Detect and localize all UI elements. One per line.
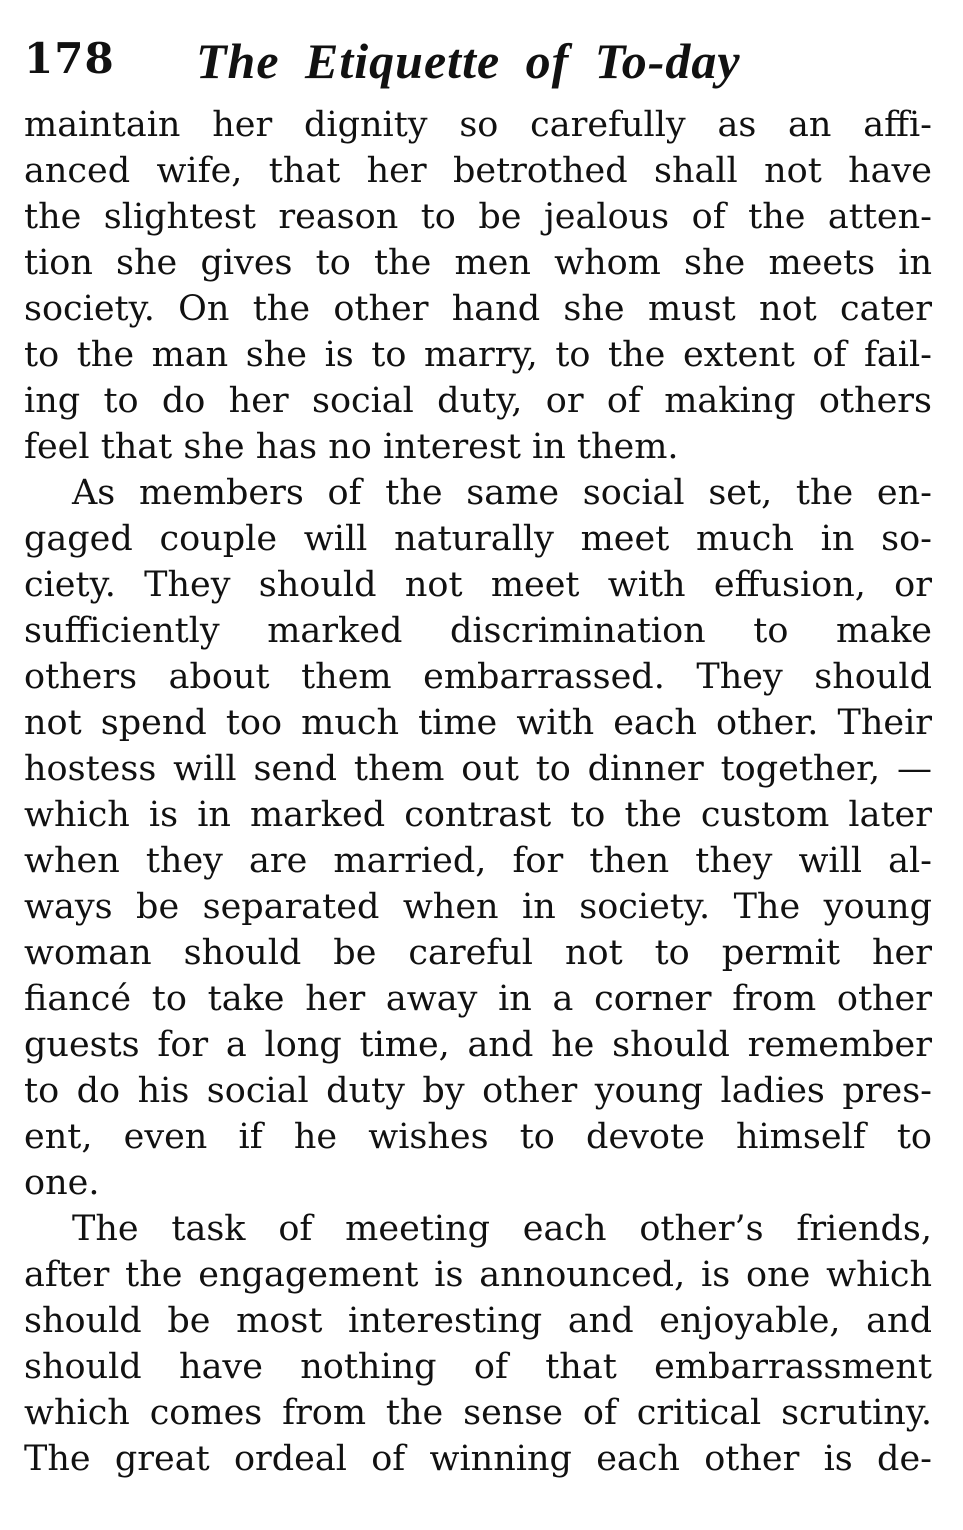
text-line: The great ordeal of winning each other is de- [24,1439,932,1479]
text-line: gaged couple will naturally meet much in so- [24,519,932,559]
paragraph-1 [24,102,932,470]
text-line: should have nothing of that embarrassment [24,1347,932,1387]
text-line: anced wife, that her betrothed shall not have [24,151,932,191]
text-line: to do his social duty by other young ladies pres- [24,1071,932,1111]
text-line: when they are married, for then they will al- [24,841,932,881]
text-line: guests for a long time, and he should remember [24,1025,932,1065]
text-line: ciety. They should not meet with effusion, or [24,565,932,605]
text-line: which comes from the sense of critical scrutiny. [24,1393,932,1433]
text-line: As members of the same social set, the en- [72,473,932,513]
text-line: others about them embarrassed. They should [24,657,932,697]
text-line: to the man she is to marry, to the extent of fail- [24,335,932,375]
running-title: The Etiquette of To-day [196,33,741,89]
text-line: feel that she has no interest in them. [24,427,679,467]
text-line: The task of meeting each other’s friends, [72,1209,932,1249]
text-line: maintain her dignity so carefully as an affi- [24,105,932,145]
text-line: not spend too much time with each other. Their [24,703,932,743]
paragraph-3 [24,1206,932,1482]
text-line: ing to do her social duty, or of making others [24,381,932,421]
text-line: after the engagement is announced, is one which [24,1255,932,1295]
page-number: 178 [24,34,115,83]
text-line: ent, even if he wishes to devote himself to [24,1117,932,1157]
text-line: the slightest reason to be jealous of the atten- [24,197,932,237]
text-line: should be most interesting and enjoyable, and [24,1301,932,1341]
text-line: sufficiently marked discrimination to make [24,611,932,651]
text-line: woman should be careful not to permit her [24,933,932,973]
text-line: society. On the other hand she must not cater [24,289,932,329]
text-line: which is in marked contrast to the custom later [24,795,932,835]
text-line: fiancé to take her away in a corner from other [24,979,932,1019]
running-head [24,30,932,102]
book-page [24,30,932,1482]
text-line: hostess will send them out to dinner together, — [24,749,932,789]
text-line: ways be separated when in society. The young [24,887,932,927]
text-line: one. [24,1163,100,1203]
text-line: tion she gives to the men whom she meets in [24,243,932,283]
paragraph-2 [24,470,932,1206]
